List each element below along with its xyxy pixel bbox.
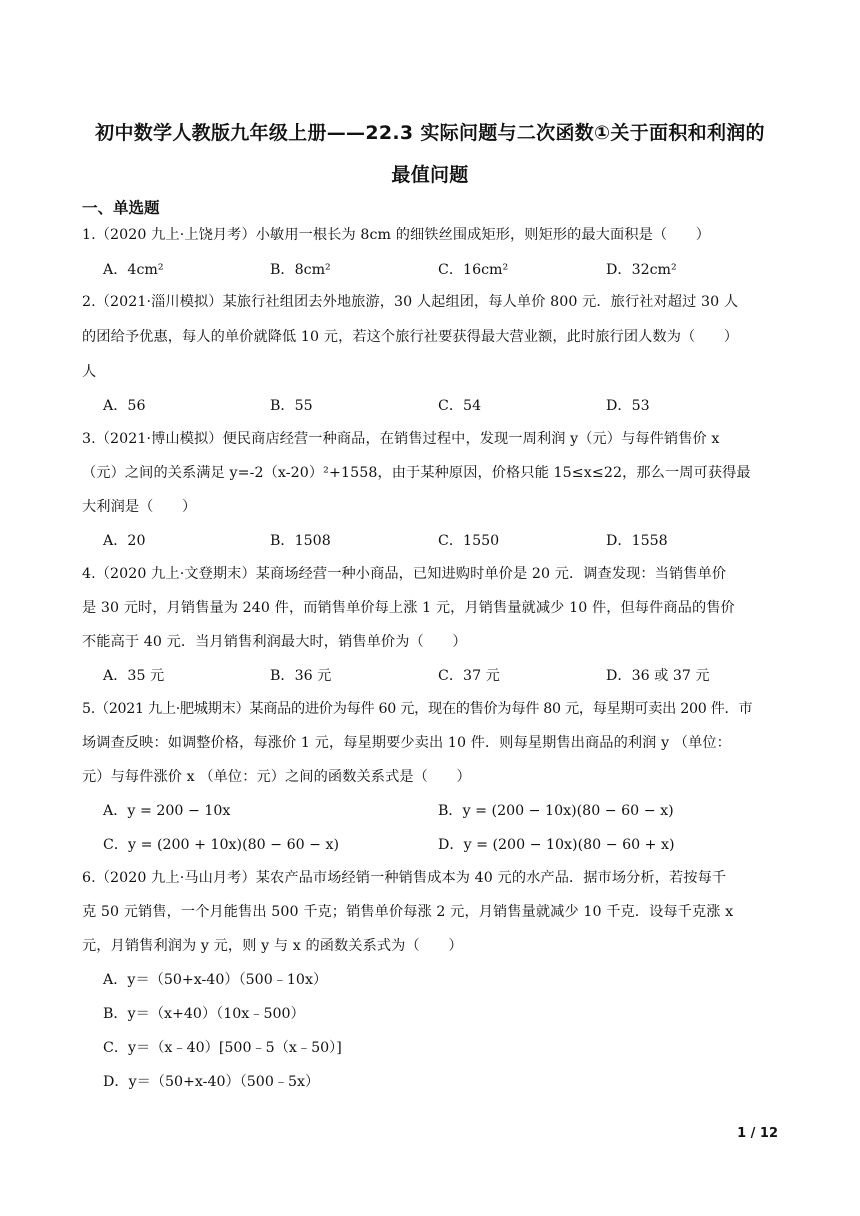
question-4-option-d: D．36 或 37 元 [606, 668, 710, 684]
question-4-option-b: B．36 元 [270, 668, 332, 684]
question-6-option-a: A．y＝（50+x-40）（500﹣10x） [103, 972, 328, 988]
question-5-option-d: D．y = (200 − 10x)(80 − 60 + x) [438, 837, 675, 853]
question-3-option-c: C．1550 [438, 533, 500, 549]
question-1-line: 1.（2020 九上·上饶月考）小敏用一根长为 8cm 的细铁丝围成矩形，则矩形的最大面积是（ ） [82, 227, 711, 243]
question-6-option-c: C．y＝（x﹣40）[500﹣5（x﹣50）] [103, 1040, 342, 1056]
question-3-line-1: 3.（2021·博山模拟）便民商店经营一种商品，在销售过程中，发现一周利润 y（元）与每件销售价 x [82, 431, 720, 447]
question-3-line-2: （元）之间的关系满足 y=-2（x-20）²+1558，由于某种原因，价格只能 15≤x≤22，那么一周可获得最 [82, 465, 751, 481]
question-5-line-1: 5.（2021 九上·肥城期末）某商品的进价为每件 60 元，现在的售价为每件 80 元，每星期可卖出 200 件．市 [82, 701, 753, 717]
section-heading: 一、单选题 [82, 199, 160, 217]
question-4-line-1: 4.（2020 九上·文登期末）某商场经营一种小商品，已知进购时单价是 20 元．调查发现：当销售单价 [82, 566, 727, 582]
question-3-line-3: 大利润是（ ） [82, 499, 197, 515]
question-6-option-d: D．y＝（50+x-40）（500﹣5x） [103, 1074, 320, 1090]
document-title-line2: 最值问题 [391, 164, 469, 186]
question-1-option-d: D．32cm² [606, 262, 677, 278]
question-6-line-3: 元，月销售利润为 y 元，则 y 与 x 的函数关系式为（ ） [82, 938, 463, 954]
question-3-option-a: A．20 [103, 533, 146, 549]
question-4-line-3: 不能高于 40 元．当月销售利润最大时，销售单价为（ ） [82, 634, 467, 650]
question-4-line-2: 是 30 元时，月销售量为 240 件，而销售单价每上涨 1 元，月销售量就减少 10 件，但每件商品的售价 [82, 600, 735, 616]
question-2-option-b: B．55 [270, 398, 313, 414]
page-number: 1 / 12 [737, 1126, 778, 1141]
question-2-option-d: D．53 [606, 398, 650, 414]
question-5-option-a: A．y = 200 − 10x [103, 803, 231, 819]
question-5-line-3: 元）与每件涨价 x （单位：元）之间的函数关系式是（ ） [82, 769, 471, 785]
question-1-option-b: B．8cm² [270, 262, 331, 278]
question-5-line-2: 场调查反映：如调整价格，每涨价 1 元，每星期要少卖出 10 件．则每星期售出商品的利润 y （单位： [82, 735, 731, 751]
question-3-option-b: B．1508 [270, 533, 331, 549]
question-4-option-c: C．37 元 [438, 668, 500, 684]
question-2-line-2: 的团给予优惠，每人的单价就降低 10 元，若这个旅行社要获得最大营业额，此时旅行团人数为（ ） [82, 329, 739, 345]
question-6-line-1: 6.（2020 九上·马山月考）某农产品市场经销一种销售成本为 40 元的水产品．据市场分析，若按每千 [82, 870, 727, 886]
question-1-option-c: C．16cm² [438, 262, 509, 278]
question-2-line-1: 2.（2021·淄川模拟）某旅行社组团去外地旅游，30 人起组团，每人单价 800 元．旅行社对超过 30 人 [82, 294, 739, 310]
question-2-line-3: 人 [82, 364, 97, 380]
document-title-line1: 初中数学人教版九年级上册——22.3 实际问题与二次函数①关于面积和利润的 [95, 122, 765, 144]
question-6-line-2: 克 50 元销售，一个月能售出 500 千克；销售单价每涨 2 元，月销售量就减少 10 千克．设每千克涨 x [82, 904, 734, 920]
question-1-option-a: A．4cm² [103, 262, 164, 278]
question-2-option-c: C．54 [438, 398, 482, 414]
question-5-option-c: C．y = (200 + 10x)(80 − 60 − x) [103, 837, 340, 853]
question-3-option-d: D．1558 [606, 533, 668, 549]
question-2-option-a: A．56 [103, 398, 146, 414]
question-6-option-b: B．y＝（x+40）（10x﹣500） [103, 1006, 305, 1022]
question-5-option-b: B．y = (200 − 10x)(80 − 60 − x) [438, 803, 674, 819]
question-4-option-a: A．35 元 [103, 668, 165, 684]
